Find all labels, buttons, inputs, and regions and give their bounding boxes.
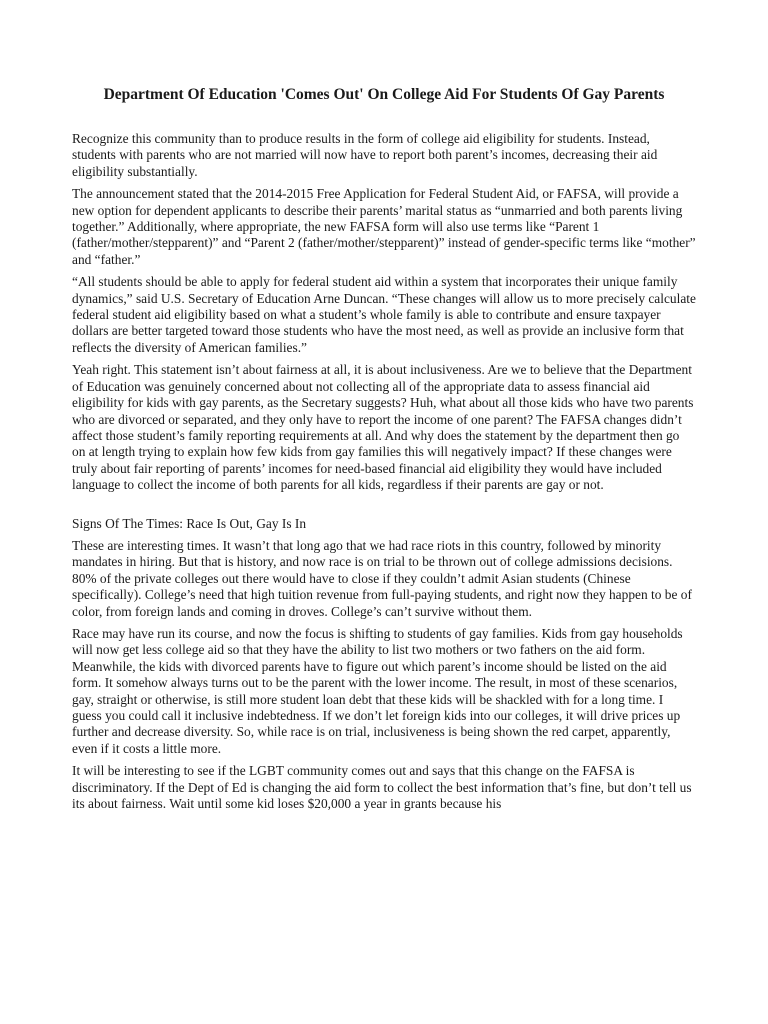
- paragraph-1: Recognize this community than to produce results in the form of college aid eligibility for students. Instead, students with parents who are not married will now have to report both parent’s incomes, decreasing their aid eligibility substantially.: [72, 131, 658, 179]
- paragraph-4: Yeah right. This statement isn’t about fairness at all, it is about inclusiveness. Are we to believe that the Department of Education was genuinely concerned about not collecting all of the appropriate data to assess financial aid eligibility for kids with gay parents, as the Secretary suggests? Huh, what about all those kids who have two parents who are divorced or separated, and they only have to report the income of one parent? The FAFSA changes didn’t affect those student’s family reporting requirements at all. And why does the statement by the department then go on at length trying to explain how few kids from gay families this will negatively impact? If these changes were truly about fair reporting of parents’ incomes for need-based financial aid eligibility they would have included language to collect the income of both parents for all kids, regardless if their parents are gay or not.: [72, 362, 694, 493]
- paragraph-3: “All students should be able to apply for federal student aid within a system that incorporates their unique family dynamics,” said U.S. Secretary of Education Arne Duncan. “These changes will allow us to more precisely calculate federal student aid eligibility based on what a student’s whole family is able to contribute and ensure taxpayer dollars are better targeted toward those students who have the most need, as well as provide an inclusive form that reflects the diversity of American families.”: [72, 274, 696, 355]
- paragraph-6: Race may have run its course, and now the focus is shifting to students of gay families. Kids from gay households will now get less college aid so that they have the ability to list two mothers or two fathers on the aid form. Meanwhile, the kids with divorced parents have to figure out which parent’s income should be listed on the aid form. It somehow always turns out to be the parent with the lower income. The result, in most of these scenarios, gay, straight or otherwise, is still more student loan debt that these kids will be shackled with for a long time. I guess you could call it inclusive indebtedness. If we don’t let foreign kids into our colleges, it will drive prices up further and decrease diversity. So, while race is on trial, inclusiveness is being shown the red carpet, apparently, even if it costs a little more.: [72, 625, 683, 756]
- article-title: Department Of Education 'Comes Out' On College Aid For Students Of Gay Parents: [103, 86, 665, 103]
- paragraph-2: The announcement stated that the 2014-2015 Free Application for Federal Student Aid, or FAFSA, will provide a new option for dependent applicants to describe their parents’ marital status as “unmarried and both parents living together.” Additionally, where appropriate, the new FAFSA form will also use terms like “Parent 1 (father/mother/stepparent)” and “Parent 2 (father/mother/stepparent)” instead of gender-specific terms like “mother” and “father.”: [72, 186, 696, 267]
- section-subheading: Signs Of The Times: Race Is Out, Gay Is In: [72, 515, 307, 531]
- paragraph-7: It will be interesting to see if the LGBT community comes out and says that this change on the FAFSA is discriminatory. If the Dept of Ed is changing the aid form to collect the best information that’s fine, but don’t tell us its about fairness. Wait until some kid loses $20,000 a year in grants because his: [72, 763, 692, 812]
- document-page: [72, 84, 696, 818]
- paragraph-5: These are interesting times. It wasn’t that long ago that we had race riots in this country, followed by minority mandates in hiring. But that is history, and now race is on trial to be thrown out of college admissions decisions. 80% of the private colleges out there would have to close if they couldn’t admit Asian students (Chinese specifically). College’s need that high tuition revenue from full-paying students, and right now they happen to be of color, from foreign lands and coming in droves. College’s can’t survive without them.: [72, 537, 692, 619]
